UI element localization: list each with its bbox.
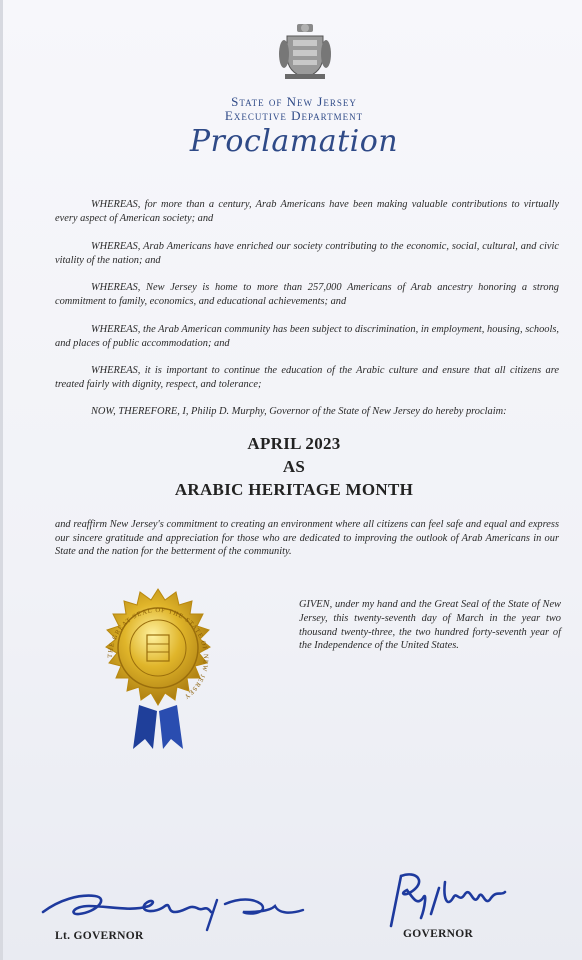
proclamation-title: Proclamation bbox=[189, 124, 399, 159]
given-paragraph: GIVEN, under my hand and the Great Seal of the State of New Jersey, this twenty-seventh day of March in the year two thousand twenty-three, the two hundred forty-seventh year of the Independence of the United States. bbox=[299, 599, 561, 652]
whereas-paragraph-4: WHEREAS, the Arab American community has been subject to discrimination, in employment, housing, schools, and places of public accommodation; and bbox=[55, 324, 559, 349]
declaration-as: AS bbox=[282, 457, 306, 476]
gold-seal-icon bbox=[87, 587, 229, 755]
reaffirm-paragraph: and reaffirm New Jersey's commitment to creating an environment where all citizens can feel safe and equal and express our sincere gratitude and appreciation for those who are dedicated to improving the outlook of Arab Americans in our State and the nation for the betterment of the community. bbox=[55, 519, 559, 558]
declaration-month: APRIL 2023 bbox=[247, 434, 341, 453]
seal-text: THE GREAT SEAL OF THE STATE OF NEW JERSEY bbox=[106, 606, 210, 701]
whereas-paragraph-1: WHEREAS, for more than a century, Arab Americans have been making valuable contributions to virtually every aspect of American society; and bbox=[55, 199, 559, 224]
state-crest-icon bbox=[279, 22, 331, 80]
governor-label: GOVERNOR bbox=[403, 928, 474, 940]
governor-signature bbox=[387, 868, 517, 934]
lt-governor-label: Lt. GOVERNOR bbox=[55, 930, 144, 942]
department-heading: Executive Department bbox=[224, 108, 364, 123]
declaration-heritage-month: ARABIC HERITAGE MONTH bbox=[174, 480, 414, 499]
therefore-paragraph: NOW, THEREFORE, I, Philip D. Murphy, Governor of the State of New Jersey do hereby proclaim: bbox=[91, 406, 507, 417]
state-heading: State of New Jersey bbox=[231, 94, 357, 109]
whereas-paragraph-2: WHEREAS, Arab Americans have enriched our society contributing to the economic, social, cultural, and civic vitality of the nation; and bbox=[55, 241, 559, 266]
whereas-paragraph-3: WHEREAS, New Jersey is home to more than 257,000 Americans of Arab ancestry honoring a strong commitment to family, economics, and educational achievements; and bbox=[55, 282, 559, 307]
whereas-paragraph-5: WHEREAS, it is important to continue the education of the Arabic culture and ensure that all citizens are treated fairly with dignity, respect, and tolerance; bbox=[55, 365, 559, 390]
